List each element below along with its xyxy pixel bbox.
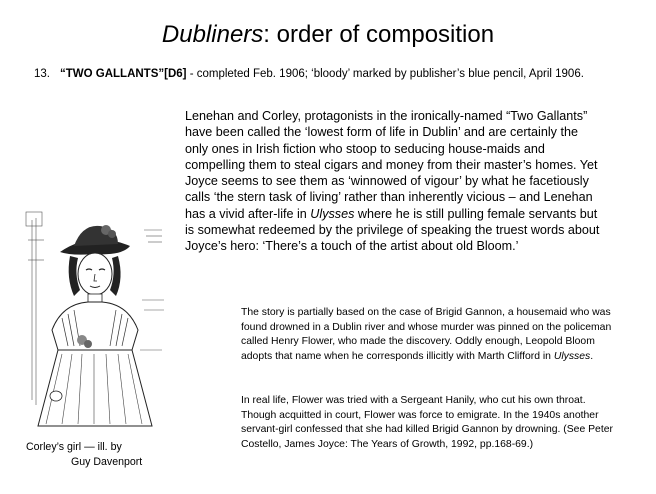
story-details: - completed Feb. 1906; ‘bloody’ marked by publisher’s blue pencil, April 1906.: [186, 68, 584, 80]
gannon-paragraph-part-b: .: [590, 350, 594, 362]
item-text: [60, 66, 604, 82]
main-paragraph-part-a: Lenehan and Corley, protagonists in the ironically-named “Two Gallants” have been called the ‘lowest form of life in Dublin’ and are certainly the only ones in Irish fiction who stoop to seducing house-maids and compelling them to steal cigars and money from their master’s homes. Yet Joyce seems to see them as ‘winnowed of vigour’ by what he facetiously calls ‘the stern task of living’ rather than inherently vicious – and Lenehan has a vivid after-life in: [185, 109, 598, 221]
main-paragraph: [185, 108, 603, 255]
list-item-13: [34, 66, 604, 82]
corleys-girl-illustration: [22, 200, 167, 428]
main-paragraph-part-b: where he is still pulling female servants but is somewhat redeemed by the privilege of speaking the truest words about Joyce’s hero: ‘There’s a touch of the artist about old Bloom.’: [185, 206, 600, 254]
caption-line-1: Corley’s girl — ill. by: [26, 441, 122, 453]
item-number: 13.: [34, 68, 50, 80]
caption-line-2: Guy Davenport: [71, 456, 143, 468]
illustration-caption: [26, 440, 166, 470]
story-title: “TWO GALLANTS”: [60, 68, 165, 80]
ulysses-title-2: Ulysses: [553, 350, 591, 362]
flower-paragraph: In real life, Flower was tried with a Sergeant Hanily, who cut his own throat. Though acquitted in court, Flower was force to emigrate. In the 1940s another servant-girl confessed that she had killed Brigid Gannon by drowning. (See Peter Costello, James Joyce: The Years of Growth, 1992, pp.168-69.): [241, 395, 613, 450]
story-code: [D6]: [164, 68, 187, 80]
title-italic: Dubliners: [161, 21, 264, 48]
gannon-paragraph: [241, 306, 621, 364]
gannon-paragraph-part-a: The story is partially based on the case of Brigid Gannon, a housemaid who was found drowned in a Dublin river and whose murder was pinned on the policeman called Henry Flower, who made the discovery. Oddly enough, Leopold Bloom adopts that name when he corresponds illicitly with Marth Clifford in: [241, 307, 612, 362]
slide-title: [0, 20, 656, 50]
ulysses-title: Ulysses: [310, 206, 355, 221]
title-rest: : order of composition: [263, 21, 495, 48]
